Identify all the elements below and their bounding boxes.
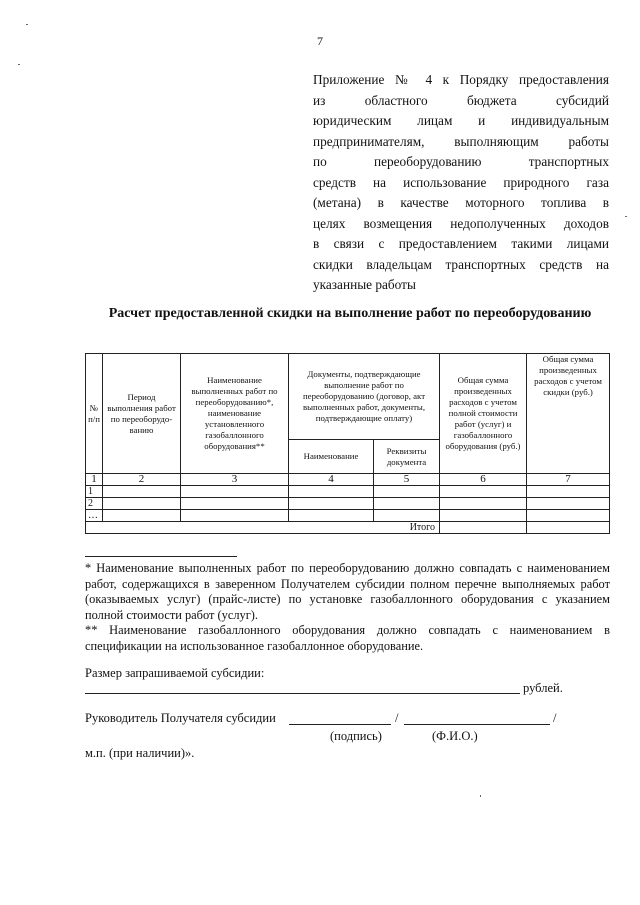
- footnote-equipment: ** Наименование газобаллонного оборудования должно совпадать с наименованием в спецификации на использованное газобаллонное оборудование.: [85, 623, 610, 653]
- table-cell: [103, 486, 181, 498]
- table-row: [86, 486, 610, 498]
- appendix-line: указанные работы: [313, 277, 416, 292]
- table-cell: [440, 486, 527, 498]
- row-number: …: [86, 510, 103, 522]
- subsidy-amount-label: Размер запрашиваемой субсидии:: [85, 666, 265, 680]
- page-number: 7: [317, 34, 323, 48]
- fio-field[interactable]: [404, 724, 550, 725]
- separator-slash: /: [553, 711, 557, 725]
- document-title: Расчет предоставленной скидки на выполнение работ по переоборудованию: [108, 306, 592, 321]
- scan-speck: [625, 216, 627, 217]
- column-number: 4: [289, 474, 374, 486]
- total-label: Итого: [86, 522, 440, 534]
- head-label: Руководитель Получателя субсидии: [85, 711, 276, 725]
- row-number: 2: [86, 498, 103, 510]
- subsidy-unit: рублей.: [523, 681, 563, 695]
- table-cell: [289, 486, 374, 498]
- footnote-works: * Наименование выполненных работ по переоборудованию должно совпадать с наименованием работ, содержащихся в заверенном Получателем субсидии полном перечне выполняемых работ (оказываемых услуг) (прайс-листе) по установке газобаллонного оборудования с указанием полной стоимости работ (услуг).: [85, 561, 610, 622]
- header-discount-cost: Общая сумма произведенных расходов с учетом скидки (руб.): [527, 354, 610, 474]
- table-row: [86, 510, 610, 522]
- scan-speck: [18, 64, 20, 65]
- table-row: [86, 498, 610, 510]
- fio-caption: (Ф.И.О.): [432, 729, 478, 743]
- table-cell: [440, 510, 527, 522]
- table-cell: [103, 498, 181, 510]
- appendix-line: по переоборудованию транспортных: [313, 154, 609, 169]
- header-doc-name: Наименование: [289, 440, 374, 474]
- table-cell: [181, 498, 289, 510]
- subsidy-amount-field[interactable]: [85, 693, 520, 694]
- signature-field[interactable]: [289, 724, 391, 725]
- table-cell: [527, 486, 610, 498]
- table-cell: [527, 510, 610, 522]
- appendix-caption: [313, 70, 609, 296]
- table-cell: [289, 510, 374, 522]
- signature-caption: (подпись): [330, 729, 382, 743]
- header-period: Период выполнения работ по переоборудо-ванию: [103, 354, 181, 474]
- table-cell: [181, 510, 289, 522]
- appendix-line: скидки владельцам транспортных средств на: [313, 256, 609, 272]
- table-cell: [103, 510, 181, 522]
- appendix-line: (метана) в качестве моторного топлива в: [313, 195, 609, 210]
- column-number: 1: [86, 474, 103, 486]
- header-num: № п/п: [86, 354, 103, 474]
- seal-note: м.п. (при наличии)».: [85, 746, 195, 760]
- discount-calculation-table: [85, 353, 610, 534]
- appendix-line: Приложение № 4 к Порядку предоставления: [313, 72, 609, 87]
- table-cell: [374, 486, 440, 498]
- total-cell: [440, 522, 527, 534]
- table-cell: [374, 498, 440, 510]
- column-number: 5: [374, 474, 440, 486]
- header-doc-details: Реквизиты документа: [374, 440, 440, 474]
- table-cell: [440, 498, 527, 510]
- column-number: 7: [527, 474, 610, 486]
- table-cell: [289, 498, 374, 510]
- column-number-row: [86, 474, 610, 486]
- appendix-line: средств на использование природного газа: [313, 174, 609, 190]
- appendix-line: юридическим лицам и индивидуальным: [313, 113, 609, 128]
- table-cell: [374, 510, 440, 522]
- column-number: 3: [181, 474, 289, 486]
- separator-slash: /: [395, 711, 399, 725]
- table-cell: [181, 486, 289, 498]
- scan-speck: [480, 795, 481, 797]
- table-cell: [527, 498, 610, 510]
- header-total-cost: Общая сумма произведенных расходов с учетом полной стоимости работ (услуг) и газобаллонного оборудования (руб.): [440, 354, 527, 474]
- appendix-line: в связи с предоставлением такими лицами: [313, 236, 609, 251]
- appendix-line: предпринимателям, выполняющим работы: [313, 133, 609, 149]
- appendix-line: из областного бюджета субсидий: [313, 92, 609, 108]
- header-works: Наименование выполненных работ по переоборудованию*, наименование установленного газобаллонного оборудования**: [181, 354, 289, 474]
- column-number: 2: [103, 474, 181, 486]
- column-number: 6: [440, 474, 527, 486]
- row-number: 1: [86, 486, 103, 498]
- appendix-line: целях возмещения недополученных доходов: [313, 215, 609, 231]
- header-documents: Документы, подтверждающие выполнение работ по переоборудованию (договор, акт выполненных работ, документы, подтверждающие оплату): [289, 354, 440, 440]
- total-row: [86, 522, 610, 534]
- scan-speck: [26, 24, 28, 25]
- footnote-separator: [85, 556, 237, 557]
- total-cell: [527, 522, 610, 534]
